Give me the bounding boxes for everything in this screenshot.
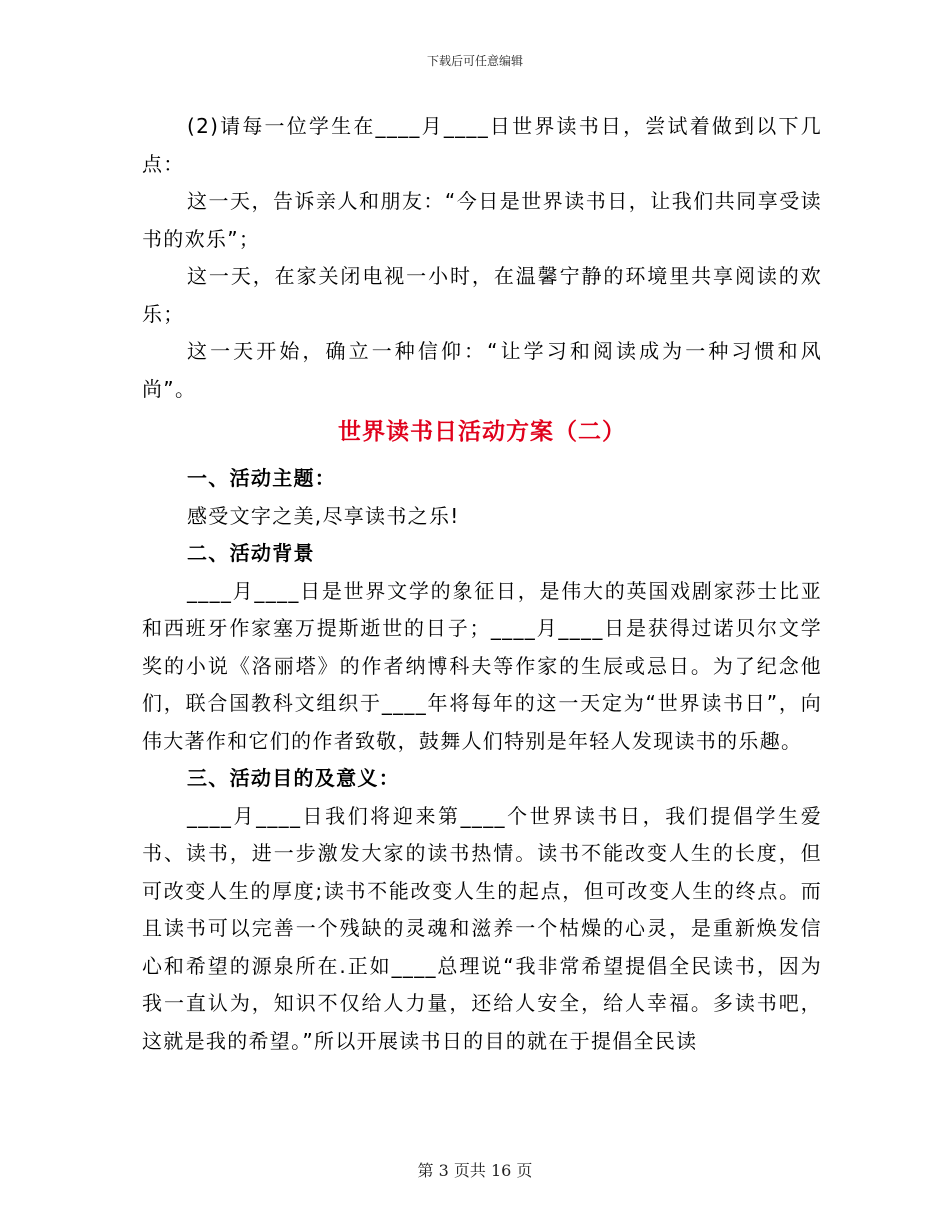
belief-paragraph: 这一天开始，确立一种信仰：“让学习和阅读成为一种习惯和风尚”。	[142, 339, 822, 401]
item-2-paragraph: (2)请每一位学生在____月____日世界读书日，尝试着做到以下几点：	[142, 114, 822, 176]
theme-paragraph: 感受文字之美,尽享读书之乐!	[187, 503, 460, 528]
heading-theme: 一、活动主题：	[187, 466, 337, 490]
purpose-paragraph: ____月____日我们将迎来第____个世界读书日，我们提倡学生爱书、读书，进一步激发大家的读书热情。读书不能改变人生的长度，但可改变人生的厚度;读书不能改变人生的起点，但可改变人生的终点。而且读书可以完善一个残缺的灵魂和滋养一个枯燥的心灵，是重新焕发信心和希望的源泉所在.正如____总理说“我非常希望提倡全民读书，因为我一直认为，知识不仅给人力量，还给人安全，给人幸福。多读书吧，这就是我的希望。”所以开展读书日的目的就在于提倡全民读	[142, 803, 822, 1053]
section-title: 世界读书日活动方案（二）	[338, 419, 626, 445]
heading-background: 二、活动背景	[187, 541, 315, 565]
turn-off-tv-paragraph: 这一天，在家关闭电视一小时，在温馨宁静的环境里共享阅读的欢乐；	[142, 264, 822, 326]
tell-family-paragraph: 这一天，告诉亲人和朋友：“今日是世界读书日，让我们共同享受读书的欢乐”；	[142, 189, 822, 251]
page-header: 下载后可任意编辑	[426, 54, 523, 68]
document-body	[142, 108, 822, 1060]
background-paragraph: ____月____日是世界文学的象征日，是伟大的英国戏剧家莎士比亚和西班牙作家塞万提斯逝世的日子；____月____日是获得过诺贝尔文学奖的小说《洛丽塔》的作者纳博科夫等作家的生辰或忌日。为了纪念他们，联合国教科文组织于____年将每年的这一天定为“世界读书日”，向伟大著作和它们的作者致敬，鼓舞人们特别是年轻人发现读书的乐趣。	[142, 578, 822, 753]
page-footer: 第 3 页共 16 页	[417, 1161, 533, 1180]
heading-purpose: 三、活动目的及意义：	[187, 766, 400, 790]
